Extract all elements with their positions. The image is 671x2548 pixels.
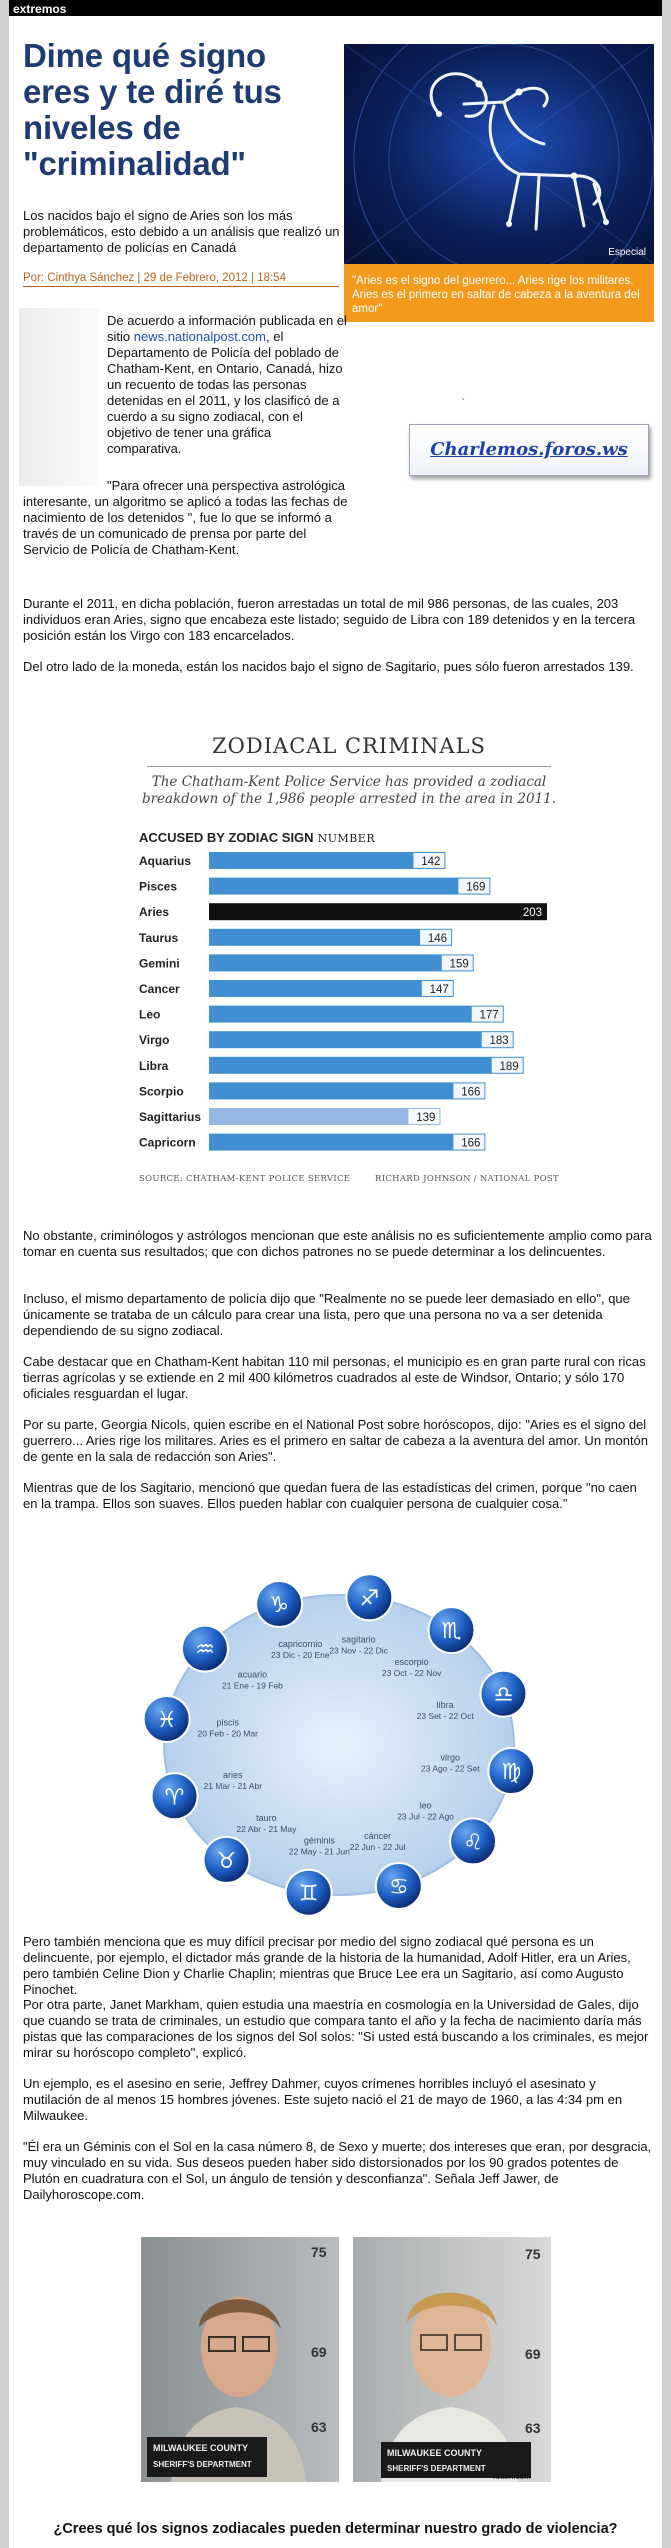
zodiac-glyph-icon: ♎	[493, 1682, 514, 1708]
byline: Por: Cinthya Sánchez | 29 de Febrero, 2012 | 18:54	[23, 272, 339, 287]
paragraph-chatham: Cabe destacar que en Chatham-Kent habitan 110 mil personas, el municipio es en gran parte rural con ricas tierras agrícolas y se extiende en 2 mil 400 kilómetros cuadrados al este de Windsor, Ontario; y sólo 170 oficiales resguardan el lugar.	[23, 1354, 646, 1401]
zodiac-glyph-icon: ♌	[463, 1830, 483, 1856]
aries-constellation-image	[344, 44, 654, 264]
paragraph-police: Incluso, el mismo departamento de policía dijo que "Realmente no se puede leer demasiado en ello", que únicamente se trataba de un cálculo para crear una lista, pero que una persona no va a ser detenida dependiendo de su signo zodiacal.	[23, 1291, 630, 1338]
chart-value-label: 142	[421, 856, 441, 868]
zodiac-glyph-icon: ♈	[164, 1785, 185, 1811]
forum-banner[interactable]	[409, 424, 649, 476]
chart-heading-unit: NUMBER	[317, 832, 376, 845]
zodiac-sign-name: leo	[419, 1800, 432, 1811]
chart-bar	[209, 1108, 440, 1125]
chart-bar	[209, 1031, 514, 1048]
chart-category-label: Sagittarius	[139, 1110, 202, 1124]
zodiac-sign-dates: 21 Mar - 21 Abr	[203, 1780, 263, 1791]
chart-category-label: Cancer	[139, 982, 180, 996]
chart-bar	[209, 878, 490, 895]
chart-value-label: 159	[449, 958, 469, 971]
zodiac-sign-name: escorpio	[394, 1656, 429, 1667]
zodiac-sign-name: capricornio	[278, 1639, 323, 1650]
zodiac-sign-name: sagitario	[341, 1634, 376, 1645]
paragraph-dahmer: Un ejemplo, es el asesino en serie, Jeffrey Dahmer, cuyos crímenes horribles incluyó el asesinato y mutilación de al menos 15 hombres jóvenes. Este sujeto nació el 21 de mayo de 1960, a las 4:34 pm en Milwaukee.	[23, 2076, 623, 2123]
chart-value-label: 177	[479, 1009, 499, 1022]
paragraph-arrests: Durante el 2011, en dicha población, fueron arrestadas un total de mil 986 personas, de las cuales, 203 individuos eran Aries, signo que encabeza este listado; seguido de Libra con 189 detenidos y en la tercera posición están los Virgo con 183 encarcelados.	[23, 596, 636, 643]
zodiac-sign-name: géminis	[303, 1835, 335, 1846]
chart-category-label: Pisces	[139, 879, 178, 894]
source-link[interactable]: news.nationalpost.com	[133, 329, 266, 344]
chart-category-label: Leo	[139, 1007, 161, 1022]
chart-bar	[209, 1134, 485, 1151]
chart-bar	[209, 929, 452, 946]
zodiac-sign-dates: 23 Oct - 22 Nov	[381, 1667, 442, 1678]
zodiac-glyph-icon: ♑	[269, 1593, 290, 1619]
zodiac-sign-dates: 22 Abr - 21 May	[236, 1824, 297, 1835]
chart-heading-text: ACCUSED BY ZODIAC SIGN	[139, 830, 314, 845]
chart-bar	[209, 954, 474, 971]
zodiac-glyph-icon: ♏	[441, 1619, 462, 1645]
mugshot-photos	[141, 2237, 551, 2482]
chart-value-label: 169	[466, 881, 486, 894]
chart-value-label: 183	[489, 1035, 509, 1048]
chart-value-label: 203	[522, 907, 542, 920]
zodiac-sign-name: aries	[223, 1769, 243, 1780]
zodiac-sign-name: cáncer	[364, 1830, 392, 1841]
zodiac-sign-dates: 23 Jul - 22 Ago	[397, 1811, 454, 1822]
zodiac-sign-name: libra	[436, 1700, 454, 1711]
paragraph-nicols: Por su parte, Georgia Nicols, quien escribe en el National Post sobre horóscopos, dijo: "Aries es el signo del guerrero... Aries rige los militares. Aries es el primero en saltar de cabeza a la aventura del amor. Un montón de gente en la sala de redacción son Aries".	[23, 1417, 649, 1464]
chart-value-label: 166	[461, 1137, 481, 1150]
zodiac-glyph-icon: ♉	[216, 1848, 237, 1874]
zodiac-criminals-chart	[129, 730, 569, 1192]
zodiac-glyph-icon: ♊	[298, 1881, 319, 1907]
zodiac-sign-dates: 23 Set - 22 Oct	[416, 1711, 474, 1722]
stray-mark: `	[461, 396, 465, 410]
aries-ram-icon	[344, 44, 654, 264]
chart-bar	[209, 1082, 485, 1099]
zodiac-sign-dates: 23 Ago - 22 Set	[420, 1763, 480, 1774]
zodiac-glyph-icon: ♓	[156, 1707, 177, 1733]
section-bar	[9, 0, 662, 16]
ruler-mark-right-2: 69	[525, 2346, 541, 2362]
ruler-mark-left-2: 69	[311, 2344, 327, 2360]
section-label[interactable]: extremos	[13, 2, 67, 16]
chart-subtitle: The Chatham-Kent Police Service has provided a zodiacal breakdown of the 1,986 people arrested in the area in 2011.	[141, 774, 557, 807]
placard-right-line2: SHERIFF'S DEPARTMENT	[387, 2464, 486, 2473]
chart-source: SOURCE: CHATHAM-KENT POLICE SERVICE	[139, 1174, 351, 1184]
placard-left-line1: MILWAUKEE COUNTY	[153, 2443, 249, 2453]
ruler-mark-right-3: 63	[525, 2420, 541, 2436]
paragraph-jawer: "Él era un Géminis con el Sol en la casa número 8, de Sexo y muerte; dos intereses que eran, por desgracia, muy vinculado en su vida. Sus deseos pueden haber sido distorsionados por los 90 grados potentes de Plutón en cuadratura con el Sol, un ángulo de tensión y desconfianza". Señala Jeff Jawer, de Dailyhoroscope.com.	[23, 2139, 652, 2202]
mugshot-watermark: rotten.com	[493, 2472, 531, 2481]
chart-category-label: Aries	[139, 905, 170, 920]
lead-summary: Los nacidos bajo el signo de Aries son los más problemáticos, esto debido a un análisis que realizó un departamento de policías en Canadá	[23, 208, 340, 255]
chart-bar	[209, 980, 454, 997]
zodiac-wheel	[129, 1570, 549, 1920]
chart-category-label: Taurus	[139, 930, 179, 945]
ad-placeholder	[19, 308, 99, 486]
zodiac-glyph-icon: ♒	[195, 1637, 215, 1663]
intro-text-a: De acuerdo a información publicada en el sitio	[107, 313, 347, 344]
chart-title: ZODIACAL CRIMINALS	[212, 734, 486, 758]
forum-banner-label[interactable]: Charlemos.foros.ws	[430, 439, 628, 460]
ruler-mark-left-1: 75	[311, 2244, 327, 2260]
chart-bar	[209, 1057, 524, 1074]
ruler-mark-right-1: 75	[525, 2246, 541, 2262]
zodiac-sign-dates: 20 Feb - 20 Mar	[197, 1728, 258, 1739]
chart-value-label: 146	[427, 932, 448, 945]
zodiac-sign-name: acuario	[237, 1669, 268, 1680]
placard-right-line1: MILWAUKEE COUNTY	[387, 2448, 483, 2458]
chart-category-label: Aquarius	[139, 854, 192, 868]
chart-category-label: Capricorn	[139, 1135, 196, 1150]
zodiac-sign-dates: 23 Dic - 20 Ene	[271, 1650, 330, 1661]
paragraph-sagittarius: Del otro lado de la moneda, están los nacidos bajo el signo de Sagitario, pues sólo fueron arrestados 139.	[23, 659, 634, 674]
closing-question: ¿Crees qué los signos zodiacales pueden determinar nuestro grado de violencia?	[53, 2521, 618, 2537]
intro-text-p2: "Para ofrecer una perspectiva astrológica interesante, un algoritmo se aplicó a todas las fechas de nacimiento de los detenidos ", fue lo que se informó a través de un comunicado de prensa por parte del Servicio de Policía de Chatham-Kent.	[23, 478, 348, 557]
chart-plot	[129, 850, 569, 1170]
image-credit: Especial	[608, 247, 646, 258]
hero-figure	[344, 44, 654, 322]
headline: Dime qué signo eres y te diré tus niveles de "criminalidad"	[23, 37, 282, 182]
chart-bar	[209, 903, 547, 920]
zodiac-sign-dates: 22 Jun - 22 Jul	[349, 1841, 406, 1852]
chart-value-label: 166	[461, 1086, 481, 1099]
placard-left-line2: SHERIFF'S DEPARTMENT	[153, 2460, 252, 2469]
chart-category-label: Virgo	[139, 1033, 170, 1048]
zodiac-glyph-icon: ♐	[359, 1586, 380, 1612]
chart-value-label: 147	[429, 984, 449, 996]
chart-heading	[139, 830, 375, 845]
chart-value-label: 139	[416, 1112, 436, 1124]
intro-paragraph-2	[23, 478, 353, 558]
ruler-mark-left-3: 63	[311, 2419, 327, 2435]
zodiac-sign-name: virgo	[440, 1752, 461, 1763]
zodiac-sign-dates: 23 Nov - 22 Dic	[329, 1645, 388, 1656]
chart-category-label: Gemini	[139, 956, 180, 971]
chart-value-label: 189	[499, 1060, 519, 1073]
chart-category-label: Libra	[139, 1058, 169, 1073]
chart-category-label: Scorpio	[139, 1084, 184, 1099]
paragraph-criminologists: No obstante, criminólogos y astrólogos mencionan que este análisis no es suficientemente amplio como para tomar en cuenta sus resultados; que con dichos patrones no se puede determinar a los delincuentes.	[23, 1228, 652, 1259]
zodiac-glyph-icon: ♋	[388, 1874, 409, 1900]
hero-caption: "Aries es el signo del guerrero... Aries rige los militares. Aries es el primero en saltar de cabeza a la aventura del amor"	[344, 264, 654, 322]
chart-bar	[209, 852, 445, 869]
zodiac-wheel-graphic	[129, 1570, 549, 1920]
zodiac-sign-dates: 22 May - 21 Jun	[288, 1846, 350, 1857]
zodiac-glyph-icon: ♍	[501, 1760, 522, 1786]
chart-divider	[147, 766, 551, 767]
zodiac-sign-name: tauro	[256, 1813, 277, 1824]
dahmer-mugshots	[141, 2237, 551, 2482]
intro-paragraph-1	[107, 313, 347, 457]
paragraph-hitler: Pero también menciona que es muy difícil precisar por medio del signo zodiacal qué persona es un delincuente, por ejemplo, el dictador más grande de la historia de la humanidad, Adolf Hitler, era un Aries, pero también Celine Dion y Charlie Chaplin; mientras que Bruce Lee era un Sagitario, así como Augusto Pinochet.	[23, 1934, 631, 1997]
chart-bar	[209, 1006, 504, 1023]
paragraph-markham: Por otra parte, Janet Markham, quien estudia una maestría en cosmología en la Universidad de Gales, dijo que cuando se trata de criminales, un estudio que compara tanto el año y la fecha de nacimiento daría más pistas que las comparaciones de los signos del Sol solos: "Si usted está buscando a los criminales, es mejor mirar su horóscopo completo", explicó.	[23, 1997, 649, 2060]
paragraph-sagitario: Mientras que de los Sagitario, mencionó que quedan fuera de las estadísticas del crimen, porque "no caen en la trampa. Ellos son suaves. Ellos pueden hablar con cualquier persona de cualquier cosa."	[23, 1480, 637, 1511]
chart-credit: RICHARD JOHNSON / NATIONAL POST	[375, 1174, 559, 1184]
intro-text-b: , el Departamento de Policía del poblado de Chatham-Kent, en Ontario, Canadá, hizo un recuento de todas las personas detenidas en el 2011, y los clasificó de a cuerdo a su signo zodiacal, con el objetivo de tener una gráfica comparativa.	[107, 329, 343, 456]
zodiac-sign-dates: 21 Ene - 19 Feb	[221, 1680, 283, 1691]
zodiac-sign-name: piscis	[216, 1717, 239, 1728]
